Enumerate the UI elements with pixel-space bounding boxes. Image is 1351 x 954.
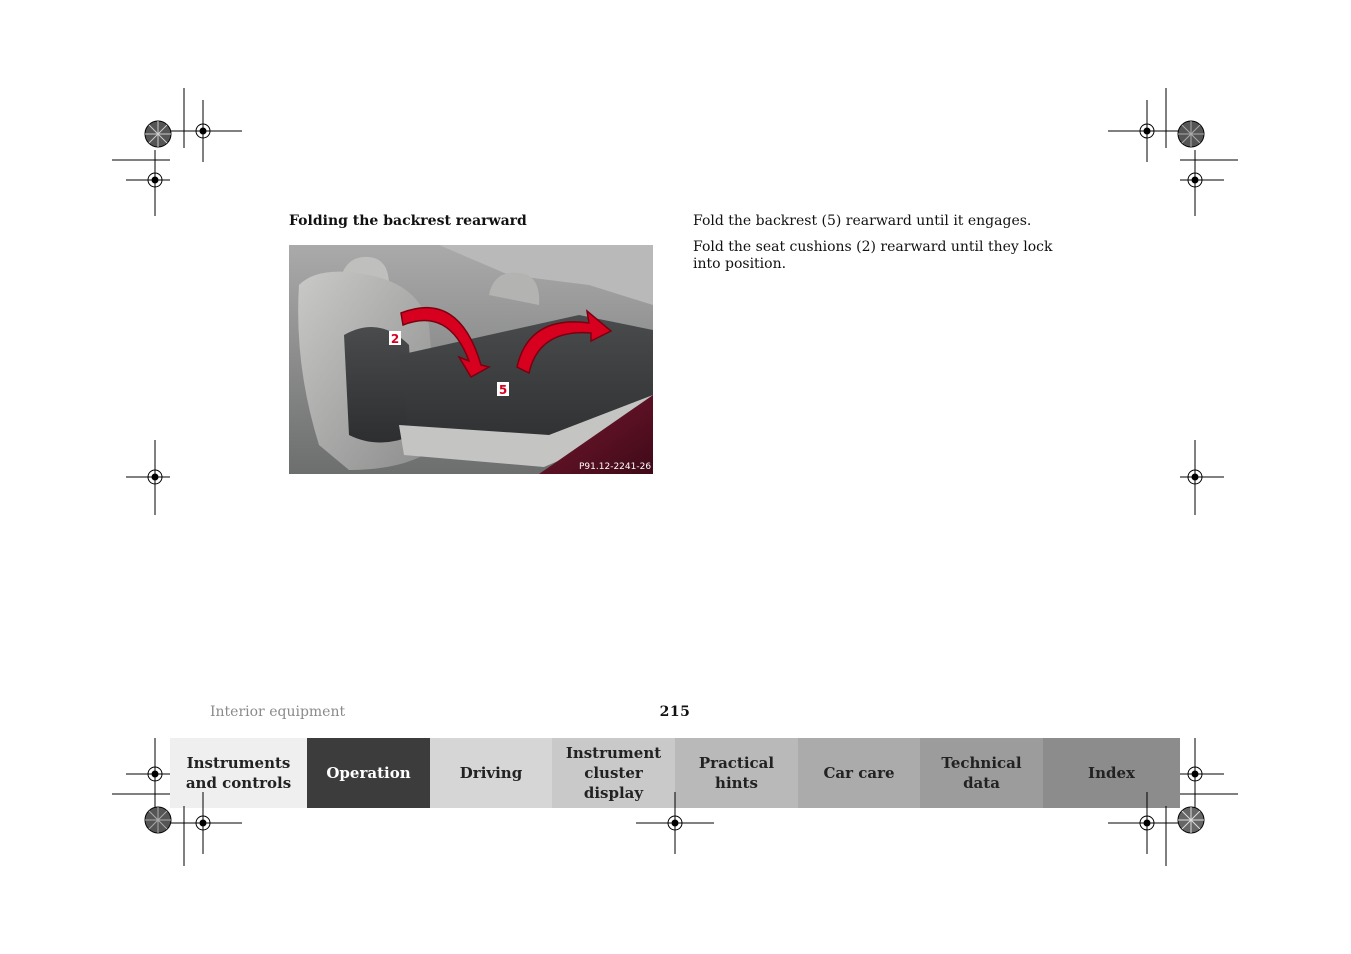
tab-technical-data[interactable]	[920, 738, 1043, 808]
tab-instruments-and-controls[interactable]	[170, 738, 307, 808]
crosshair-icon	[1180, 440, 1224, 515]
crosshair-icon	[1108, 100, 1186, 162]
tab-driving[interactable]	[430, 738, 552, 808]
footer-section-title: Interior equipment	[210, 704, 346, 720]
color-wheel-icon	[1178, 807, 1204, 833]
tab-label: Car care	[823, 764, 895, 782]
tab-label: Operation	[326, 764, 411, 782]
tab-index[interactable]	[1043, 738, 1180, 808]
tab-label: Instrument cluster display	[565, 744, 662, 802]
color-wheel-icon	[1178, 121, 1204, 147]
seat-illustration	[289, 245, 653, 474]
tab-label: Instruments and controls	[185, 754, 292, 792]
tab-label: Practical hints	[698, 754, 775, 792]
tab-instrument-cluster-display[interactable]	[552, 738, 675, 808]
color-wheel-icon	[145, 121, 171, 147]
section-heading: Folding the backrest rearward	[289, 213, 527, 229]
tab-operation[interactable]	[307, 738, 430, 808]
instruction-cushions: Fold the seat cushions (2) rearward until they lock into position.	[693, 239, 1053, 272]
crosshair-icon	[126, 150, 170, 216]
callout-2: 2	[390, 332, 400, 346]
color-wheel-icon	[145, 807, 171, 833]
instruction-backrest: Fold the backrest (5) rearward until it engages.	[693, 213, 1032, 229]
crosshair-icon	[164, 100, 242, 162]
tab-practical-hints[interactable]	[675, 738, 798, 808]
callout-5: 5	[498, 383, 508, 397]
crosshair-icon	[1180, 150, 1224, 216]
chapter-tabs	[170, 738, 1180, 808]
crosshair-icon	[126, 738, 170, 808]
tab-label: Technical data	[941, 754, 1022, 792]
tab-label: Index	[1088, 764, 1135, 782]
tab-label: Driving	[459, 764, 523, 782]
tab-car-care[interactable]	[798, 738, 920, 808]
crosshair-icon	[126, 440, 170, 515]
figure-code: P91.12-2241-26	[579, 462, 652, 472]
page-number: 215	[659, 704, 691, 720]
seat-illustration-drawing	[289, 245, 653, 474]
crosshair-icon	[1180, 738, 1224, 808]
